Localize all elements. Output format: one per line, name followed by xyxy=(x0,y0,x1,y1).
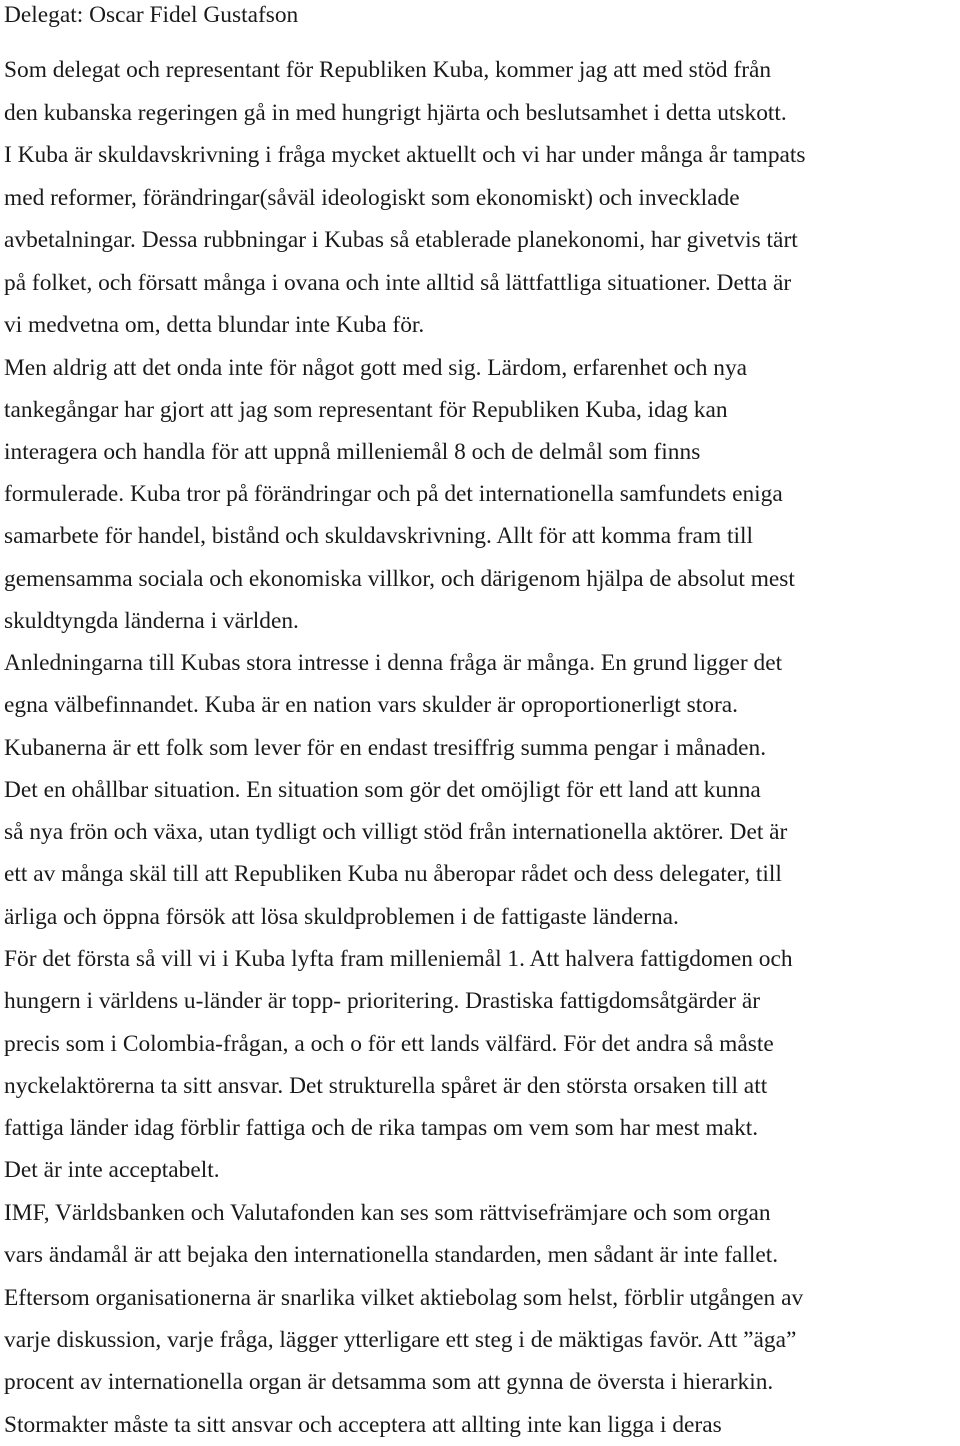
text-line: samarbete för handel, bistånd och skuldavskrivning. Allt för att komma fram till xyxy=(4,523,753,550)
text-line: gemensamma sociala och ekonomiska villkor, och därigenom hjälpa de absolut mest xyxy=(4,565,795,592)
text-line: tankegångar har gjort att jag som representant för Republiken Kuba, idag kan xyxy=(4,396,728,423)
text-line: på folket, och försatt många i ovana och inte alltid så lättfattliga situationer. Detta är xyxy=(4,269,792,296)
text-line: Som delegat och representant för Republiken Kuba, kommer jag att med stöd från xyxy=(4,57,772,83)
text-line: Eftersom organisationerna är snarlika vilket aktiebolag som helst, förblir utgången av xyxy=(4,1284,804,1311)
text-line: med reformer, förändringar(såväl ideologiskt som ekonomiskt) och invecklade xyxy=(4,184,740,211)
text-line: Men aldrig att det onda inte för något gott med sig. Lärdom, erfarenhet och nya xyxy=(4,354,748,381)
text-line: den kubanska regeringen gå in med hungrigt hjärta och beslutsamhet i detta utskott. xyxy=(4,99,787,126)
text-line: så nya frön och växa, utan tydligt och villigt stöd från internationella aktörer. Det är xyxy=(4,819,788,846)
text-line: vi medvetna om, detta blundar inte Kuba för. xyxy=(4,312,425,338)
text-line: fattiga länder idag förblir fattiga och de rika tampas om vem som har mest makt. xyxy=(4,1115,759,1142)
paragraph-4 xyxy=(4,938,960,1192)
text-line: avbetalningar. Dessa rubbningar i Kubas så etablerade planekonomi, har givetvis tärt xyxy=(4,227,798,253)
document-title: Delegat: Oscar Fidel Gustafson xyxy=(4,2,299,28)
text-line: I Kuba är skuldavskrivning i fråga mycket aktuellt och vi har under många år tampats xyxy=(4,142,806,168)
text-line: interagera och handla för att uppnå milleniemål 8 och de delmål som finns xyxy=(4,438,701,465)
text-line: nyckelaktörerna ta sitt ansvar. Det strukturella spåret är den största orsaken till att xyxy=(4,1072,768,1099)
text-line: Det en ohållbar situation. En situation som gör det omöjligt för ett land att kunna xyxy=(4,776,761,803)
text-line: egna välbefinnandet. Kuba är en nation vars skulder är oproportionerligt stora. xyxy=(4,692,738,719)
text-line: procent av internationella organ är detsamma som att gynna de översta i hierarkin. xyxy=(4,1369,774,1396)
text-line: Kubanerna är ett folk som lever för en endast tresiffrig summa pengar i månaden. xyxy=(4,734,767,761)
text-line: formulerade. Kuba tror på förändringar och på det internationella samfundets eniga xyxy=(4,481,783,508)
paragraph-5 xyxy=(4,1192,960,1446)
paragraph-3 xyxy=(4,642,960,938)
text-line: För det första så vill vi i Kuba lyfta fram milleniemål 1. Att halvera fattigdomen och xyxy=(4,946,793,972)
text-line: Det är inte acceptabelt. xyxy=(4,1157,220,1184)
text-line: ärliga och öppna försök att lösa skuldproblemen i de fattigaste länderna. xyxy=(4,903,679,930)
text-line: IMF, Världsbanken och Valutafonden kan ses som rättvisefrämjare och som organ xyxy=(4,1199,771,1226)
text-line: hungern i världens u-länder är topp- prioritering. Drastiska fattigdomsåtgärder är xyxy=(4,988,761,1015)
paragraph-1 xyxy=(4,49,960,347)
text-line: precis som i Colombia-frågan, a och o för ett lands välfärd. För det andra så måste xyxy=(4,1030,774,1057)
text-line: vars ändamål är att bejaka den internationella standarden, men sådant är inte fallet. xyxy=(4,1242,779,1269)
text-line: ett av många skäl till att Republiken Kuba nu åberopar rådet och dess delegater, till xyxy=(4,861,782,888)
text-line: varje diskussion, varje fråga, lägger ytterligare ett steg i de mäktigas favör. Att ”äga” xyxy=(4,1327,797,1353)
text-line: Stormakter måste ta sitt ansvar och acceptera att allting inte kan ligga i deras xyxy=(4,1411,722,1438)
text-line: Anledningarna till Kubas stora intresse i denna fråga är många. En grund ligger det xyxy=(4,649,783,676)
paragraph-2 xyxy=(4,347,960,642)
text-line: skuldtyngda länderna i världen. xyxy=(4,607,299,634)
